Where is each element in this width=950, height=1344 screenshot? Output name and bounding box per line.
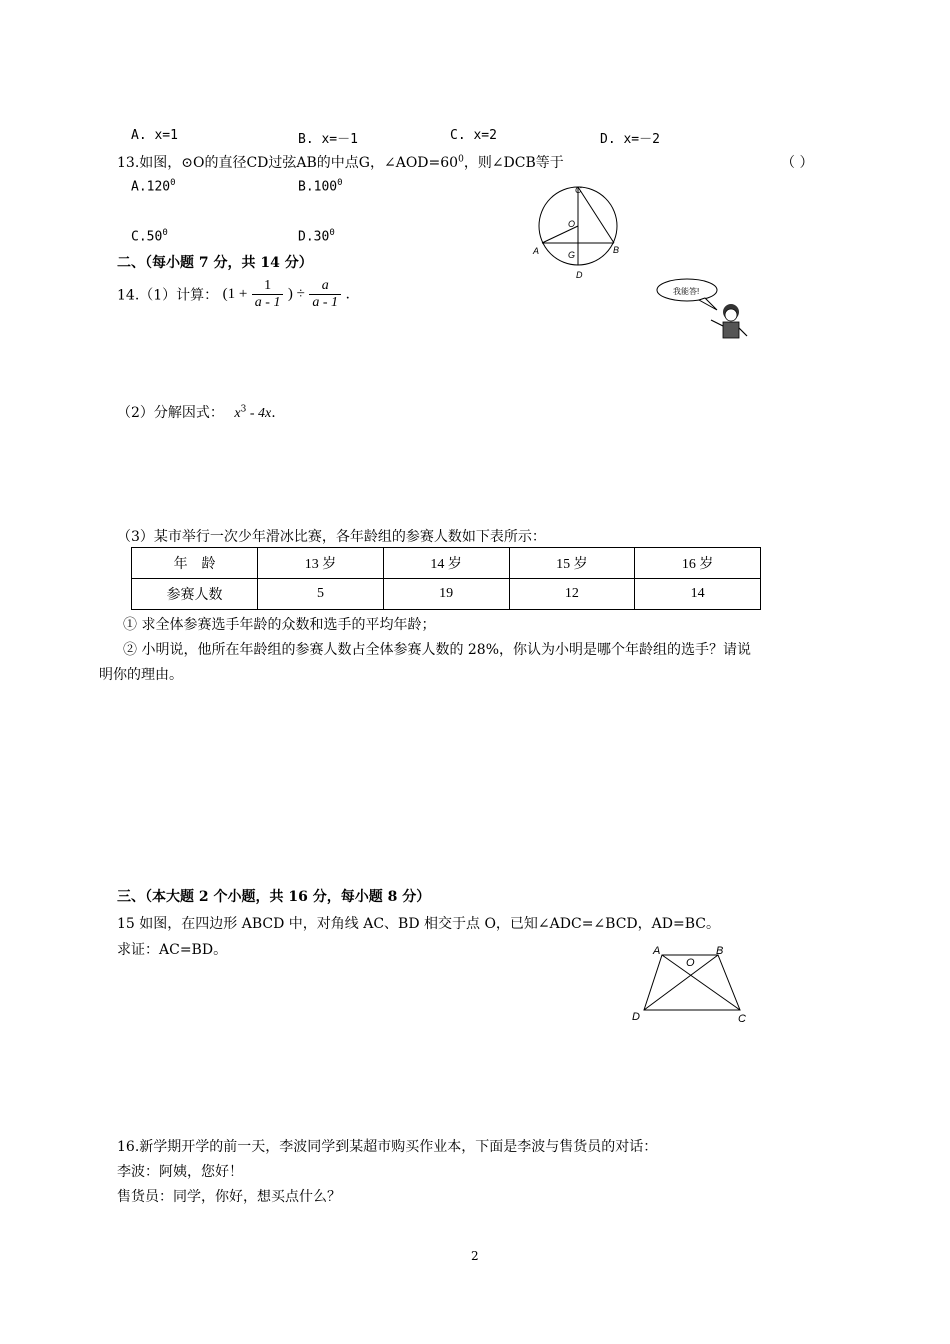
q14-part2 [117,402,276,422]
q14-open-paren: (1 + [222,286,248,302]
q14-sub1: ① 求全体参赛选手年龄的众数和选手的平均年龄； [123,617,436,633]
q13-option-d: $D.30^0$ [298,228,335,245]
table-cell: 16 岁 [635,548,761,579]
label-c: C [575,185,582,195]
cartoon-figure [653,276,753,342]
table-cell: 13 岁 [258,548,384,579]
page-number: 2 [471,1249,479,1263]
diagonal-ac [662,955,740,1010]
q16-line1: 16.新学期开学的前一天，李波同学到某超市购买作业本，下面是李波与售货员的对话： [117,1139,658,1155]
label-b: B [716,945,724,957]
q14-part1 [117,278,350,311]
age-group-table [131,547,761,610]
q13-option-b: B.100$^0$ [298,178,343,195]
q15-line2: 求证：AC=BD。 [117,942,228,958]
table-cell: 年 龄 [132,548,258,579]
table-cell: 15 岁 [509,548,635,579]
q14-sub2-line1: ② 小明说，他所在年龄组的参赛人数占全体参赛人数的 28%，你认为小明是哪个年龄组的选手？请说 [123,642,752,658]
q12-option-b: B. x=－1 [298,132,358,147]
q12-option-d: D. x=－2 [600,132,660,147]
table-row [132,548,761,579]
label-c: C [738,1013,746,1025]
label-d: D [576,270,583,280]
section-2-title: 二、（每小题 7 分，共 14 分） [117,255,313,271]
section-3-title: 三、（本大题 2 个小题，共 16 分，每小题 8 分） [117,889,431,905]
q14-close-paren: ) ÷ [287,286,305,302]
label-a: A [533,246,540,256]
q13-stem-tail: ，则∠DCB等于 [463,155,564,171]
table-cell: 5 [258,579,384,610]
q12-option-a: A. x=1 [131,128,178,143]
q14-part3-intro: （3）某市举行一次少年滑冰比赛，各年龄组的参赛人数如下表所示： [117,529,546,545]
q14-expr-x: x [234,406,241,421]
bubble-tail-icon [699,298,717,310]
label-a: A [653,945,661,957]
q12-option-c: C. x=2 [450,128,497,143]
table-cell: 19 [383,579,509,610]
label-b: B [613,245,620,255]
label-g: G [568,250,576,260]
q16-line3: 售货员：同学，你好，想买点什么？ [117,1189,341,1205]
q16-line2: 李波：阿姨，您好！ [117,1164,243,1180]
label-o: O [686,957,695,969]
q14-fraction-1: $\frac{1}{a - 1}$ [252,278,284,311]
q14-sub2-line2: 明你的理由。 [99,667,183,683]
q13-degree-sup: 0 [458,154,464,165]
q15-line1: 15 如图，在四边形 ABCD 中，对角线 AC、BD 相交于点 O，已知∠ADC=∠BCD，AD=BC。 [117,916,720,932]
q14-part2-period: . [271,405,276,421]
q13-answer-paren: （ ） [781,155,814,171]
q14-fraction-2: $\frac{a}{a - 1}$ [309,278,341,311]
q13-option-c: $C.50^0$ [131,228,168,245]
table-cell: 14 [635,579,761,610]
q13-circle-figure [525,183,635,283]
q13-option-a: A.120$^0$ [131,178,176,195]
table-cell: 14 岁 [383,548,509,579]
q14-part1-period: . [345,286,350,303]
label-d: D [632,1011,640,1023]
table-row [132,579,761,610]
q13-stem-text: 13.如图，⊙O的直径CD过弦AB的中点G，∠AOD=60 [117,155,459,171]
q14-part1-label: 14.（1）计算： [117,287,219,304]
segment-cb [578,187,614,243]
label-o: O [568,219,576,229]
table-cell: 12 [509,579,635,610]
q13-stem [117,152,564,172]
q15-trapezoid-figure [628,940,758,1030]
table-cell: 参赛人数 [132,579,258,610]
q14-part2-label: （2）分解因式： [117,405,224,421]
q14-expr-rest: - 4x [246,406,272,421]
bubble-text: 我能答! [673,287,700,296]
diagonal-bd [644,955,718,1010]
q14-expr-sup: 3 [240,404,247,415]
